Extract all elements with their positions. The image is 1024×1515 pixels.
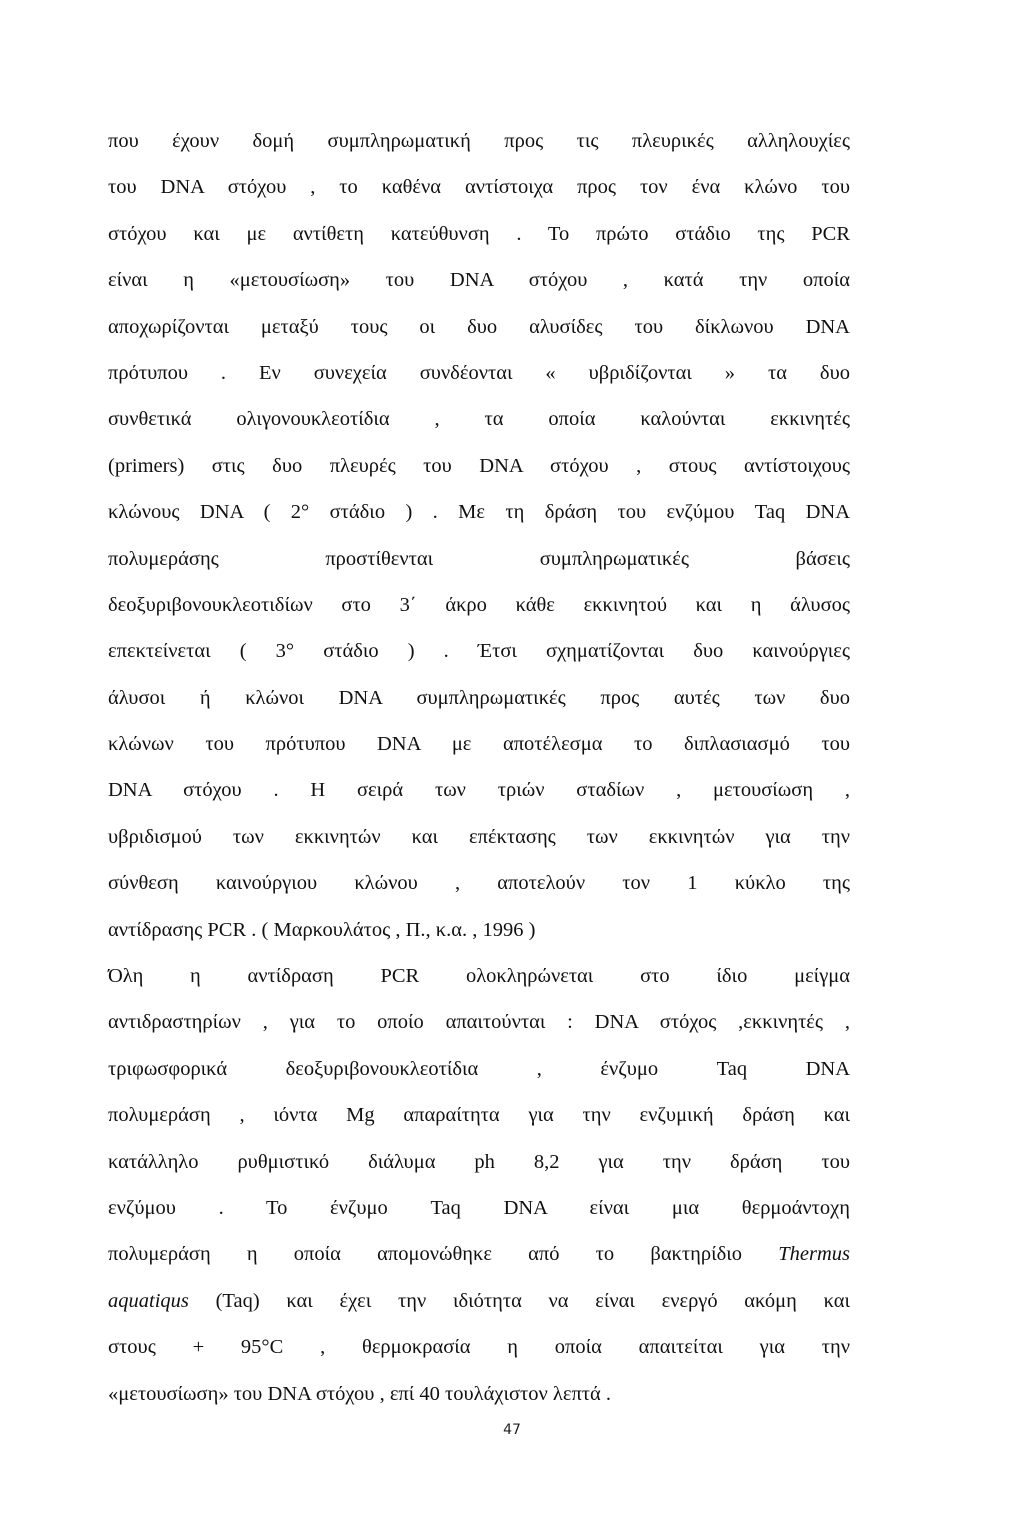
text-line-15: DNA στόχου . Η σειρά των τριών σταδίων , μετουσίωση ,: [108, 779, 850, 802]
text-line-10: πολυμεράσης προστίθενται συμπληρωματικές βάσεις: [108, 547, 850, 570]
text-line-28: «μετουσίωση» του DNA στόχου , επί 40 τουλάχιστον λεπτά .: [108, 1382, 612, 1405]
text-line-8: (primers) στις δυο πλευρές του DNA στόχου , στους αντίστοιχους: [108, 454, 850, 477]
text-line-25-roman: πολυμεράση η οποία απομονώθηκε από το βακτηρίδιο: [108, 1243, 779, 1266]
text-line-23: κατάλληλο ρυθμιστικό διάλυμα ph 8,2 για την δράση του: [108, 1150, 850, 1173]
text-line-25: [108, 1231, 850, 1277]
species-name-epithet: aquatiqus: [108, 1289, 189, 1312]
text-line-16: υβριδισμού των εκκινητών και επέκτασης των εκκινητών για την: [108, 825, 850, 848]
text-line-26: [108, 1278, 850, 1324]
text-line-13: άλυσοι ή κλώνοι DNA συμπληρωματικές προς αυτές των δυο: [108, 686, 850, 709]
text-line-5: αποχωρίζονται μεταξύ τους οι δυο αλυσίδες του δίκλωνου DNA: [108, 315, 850, 338]
text-line-9: κλώνους DNA ( 2° στάδιο ) . Με τη δράση του ενζύμου Taq DNA: [108, 501, 850, 524]
text-line-19: Όλη η αντίδραση PCR ολοκληρώνεται στο ίδιο μείγμα: [108, 965, 850, 988]
text-line-12: επεκτείνεται ( 3° στάδιο ) . Έτσι σχηματίζονται δυο καινούργιες: [108, 640, 850, 663]
text-line-11: δεοξυριβονουκλεοτιδίων στο 3΄ άκρο κάθε εκκινητού και η άλυσος: [108, 593, 850, 616]
text-line-6: πρότυπου . Εν συνεχεία συνδέονται « υβριδίζονται » τα δυο: [108, 361, 850, 384]
page-number: 47: [503, 1422, 521, 1438]
text-line-14: κλώνων του πρότυπου DNA με αποτέλεσμα το διπλασιασμό του: [108, 733, 850, 756]
text-line-1: που έχουν δομή συμπληρωματική προς τις πλευρικές αλληλουχίες: [108, 130, 850, 152]
text-line-21: τριφωσφορικά δεοξυριβονουκλεοτίδια , ένζυμο Taq DNA: [108, 1057, 850, 1080]
text-line-26-roman: (Taq) και έχει την ιδιότητα να είναι ενεργό ακόμη και: [188, 1289, 850, 1312]
page-body: [108, 118, 850, 1417]
text-line-20: αντιδραστηρίων , για το οποίο απαιτούνται : DNA στόχος ,εκκινητές ,: [108, 1011, 850, 1034]
species-name-genus: Thermus: [778, 1243, 850, 1266]
text-line-27: στους + 95°C , θερμοκρασία η οποία απαιτείται για την: [108, 1336, 850, 1359]
text-line-22: πολυμεράση , ιόντα Mg απαραίτητα για την ενζυμική δράση και: [108, 1104, 850, 1127]
text-line-3: στόχου και με αντίθετη κατεύθυνση . Το πρώτο στάδιο της PCR: [108, 222, 850, 245]
text-line-2: του DNA στόχου , το καθένα αντίστοιχα προς τον ένα κλώνο του: [108, 176, 850, 199]
text-line-7: συνθετικά ολιγονουκλεοτίδια , τα οποία καλούνται εκκινητές: [108, 408, 850, 431]
text-line-18: αντίδρασης PCR . ( Μαρκουλάτος , Π., κ.α. , 1996 ): [108, 918, 536, 941]
text-line-17: σύνθεση καινούργιου κλώνου , αποτελούν τον 1 κύκλο της: [108, 872, 850, 895]
text-line-24: ενζύμου . Το ένζυμο Taq DNA είναι μια θερμοάντοχη: [108, 1196, 850, 1219]
text-line-4: είναι η «μετουσίωση» του DNA στόχου , κατά την οποία: [108, 269, 850, 292]
